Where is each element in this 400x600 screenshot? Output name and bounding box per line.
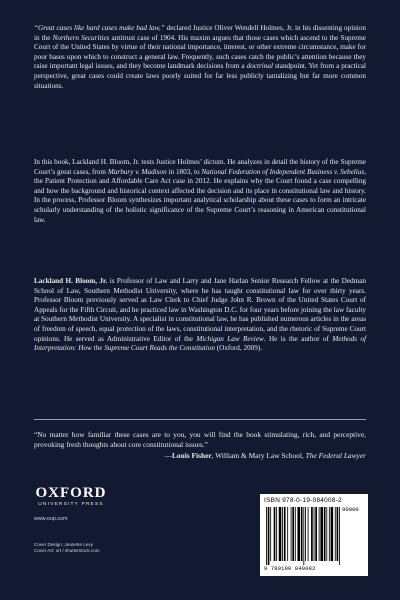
barcode-bar [339,507,340,565]
p2-text-2: in 1803, to [166,167,202,176]
barcode-bar [315,507,317,561]
barcode-bar [303,507,304,565]
bio-text-3: (Oxford, 2009). [214,344,263,353]
author-name: Lackland H. Bloom, Jr. [34,277,108,285]
bio-text-2: . He is the author of [263,334,333,343]
barcode-bar [287,507,288,561]
review-blurb [34,430,366,461]
barcode-bar [291,507,292,561]
p2-text-1: In this book, Lackland H. Bloom, Jr. tests Justice Holmes’ dictum. He analyzes in detail the history of the Supreme Court’s great cases, from [34,158,366,176]
bio-text-1: is Professor of Law and Larry and Jane Harlan Senior Research Fellow at the Dedman School of Law, Southern Methodist University, where he has taught constitutional law for over thirty years. Professor Bloom previously served as Law Clerk to Chief Judge John R. Brown of the United States Court of Appeals for the Fifth Circuit, and he practiced law in Washington D.C. for four years before joining the law faculty at Southern Methodist University. A specialist in constitutional law, he has published numerous articles in the areas of freedom of speech, equal protection of the laws, constitutional interpretation, and the rhetoric of Supreme Court opinions. He served as Administrative Editor of the [34,277,366,343]
barcode-bar [319,507,320,561]
barcode-bar [305,507,306,561]
barcode-bar [292,507,294,561]
p2-case-marbury: Marbury v. Madison [107,167,167,176]
barcode-digits: 9 780190 840082 [264,566,316,572]
author-bio [34,277,366,354]
holmes-quote: “Great cases like hard cases make bad law,” [34,24,165,32]
p1-case-name: Northern Securities [52,33,110,42]
barcode-bar [324,507,326,561]
blurb-affiliation: , William & Mary Law School, [211,451,306,461]
isbn-barcode [260,494,368,576]
barcode-bar [274,507,276,561]
barcode-bar [337,507,339,561]
oxford-logo [34,485,108,508]
isbn-label: ISBN 978-0-19-084008-2 [264,497,343,504]
publisher-press: UNIVERSITY PRESS [38,502,104,507]
blurb-author: Louis Fisher [172,451,212,461]
blurb-attribution [34,451,366,461]
barcode-bar [320,507,323,561]
p1-text-3: standpoint. Yet from a practical perspective, great cases could create laws poorly suited for far less publicly tantalizing but far more common situations. [34,62,366,90]
barcode-bars [266,507,362,565]
barcode-bar [268,507,270,565]
divider [34,419,366,420]
barcode-bar [308,507,309,561]
barcode-bar [297,507,300,561]
barcode-bar [331,507,334,561]
publisher-website: www.oup.com [34,516,68,522]
barcode-bar [335,507,336,561]
barcode-bar [329,507,330,561]
opening-paragraph [34,24,366,91]
barcode-bar [311,507,313,561]
barcode-bar [282,507,283,561]
attribution-dash: — [164,451,172,461]
p1-text-2: antitrust case of 1904. His maxim argues that those cases which ascend to the Supreme Court of the United States by virtue of their national importance, interest, or other extreme circumstance, make for poor bases upon which to construct a general law. Frequently, such cases catch the public’s attention because they raise important legal issues, and they become landmark decisions from a [34,33,366,71]
barcode-bar [270,507,271,561]
publisher-name: OXFORD [35,485,107,501]
blurb-publication: The Federal Lawyer [305,451,366,461]
blurb-quote: “No matter how familiar these cases are to you, you will find the book stimulating, rich, and perceptive, provoking fresh thoughts about core constitutional issues.” [34,430,366,449]
barcode-bar [266,507,267,565]
p1-doctrinal: doctrinal [246,62,273,71]
barcode-bar [326,507,327,561]
barcode-bar [301,507,303,561]
summary-paragraph [34,158,366,225]
price-code: 90000 [342,506,359,513]
cover-art-credit: Cover Art: ort / shutterstock.com [34,548,100,554]
cover-design-credit: Cover Design: Jeanette Levy [34,542,93,547]
barcode-bar [284,507,286,561]
barcode-bar [295,507,296,561]
p2-case-nfib: National Federation of Independent Business v. Sebelius [201,167,365,176]
barcode-bar [279,507,282,561]
bio-review-title: Michigan Law Review [196,334,264,343]
bio-book-title: Methods of Interpretation: How the Supreme Court Reads the Constitution [34,334,367,353]
barcode-bar [276,507,277,561]
p2-text-3: , the Patient Protection and Affordable Care Act case in 2012. He explains why the Court found a case compelling and how the background and historical context affected the decision and its place in constitutional law and history. In the process, Professor Bloom synthesizes important analytical scholarship about these cases to form an intricate scholarly understanding of the holistic significance of the Supreme Court’s reasoning in American constitutional law. [34,167,366,224]
barcode-bar [314,507,315,561]
cover-credits [34,542,100,555]
p1-text-1: declared Justice Oliver Wendell Holmes, Jr. in his dissenting opinion in the [34,24,366,42]
